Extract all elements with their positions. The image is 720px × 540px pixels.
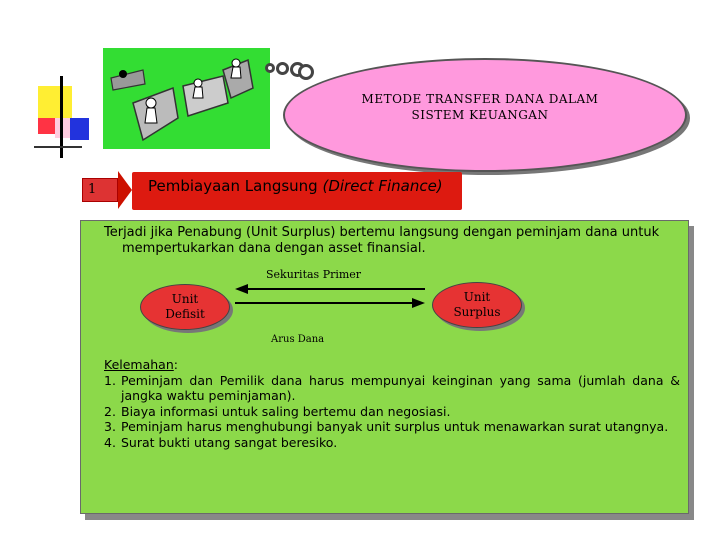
bottom-arrow-label: Arus Dana xyxy=(271,334,325,345)
list-item: 3. Peminjam harus menghubungi banyak unit surplus untuk menawarkan surat utangnya. xyxy=(104,419,669,434)
yellow-square xyxy=(38,86,72,120)
unit-defisit-label: Unit Defisit xyxy=(165,292,205,321)
thought-bubble-dot xyxy=(276,62,289,75)
thought-bubble-dot xyxy=(265,63,275,73)
weaknesses-heading: Kelemahan: xyxy=(104,357,178,372)
unit-surplus-label: Unit Surplus xyxy=(453,290,501,319)
weaknesses-list xyxy=(104,373,680,451)
clipart-bridge-image xyxy=(103,48,270,149)
unit-defisit-oval xyxy=(140,284,230,330)
intro-text: Terjadi jika Penabung (Unit Surplus) bertemu langsung dengan peminjam dana untuk mempertukarkan dana dengan asset finansial. xyxy=(104,225,660,256)
top-arrow-label: Sekuritas Primer xyxy=(266,268,362,281)
list-item: 1. Peminjam dan Pemilik dana harus mempunyai keinginan yang sama (jumlah dana & jangka waktu peminjaman). xyxy=(104,372,680,403)
list-item: 4. Surat bukti utang sangat beresiko. xyxy=(104,434,338,450)
flow-arrows xyxy=(235,283,425,311)
unit-surplus-oval xyxy=(432,282,522,328)
red-square xyxy=(38,118,55,134)
section-number: 1 xyxy=(82,178,118,202)
cloud-title: METODE TRANSFER DANA DALAM SISTEM KEUANGAN xyxy=(361,92,599,122)
thought-bubble-dot xyxy=(298,64,314,80)
list-item: 2. Biaya informasi untuk saling bertemu dan negosiasi. xyxy=(104,403,451,419)
horizontal-rule xyxy=(34,146,82,148)
arrow-to-left-icon xyxy=(235,284,425,294)
section-title: Pembiayaan Langsung (Direct Finance) xyxy=(148,177,443,195)
weaknesses-section xyxy=(104,357,680,450)
arrow-right-icon xyxy=(118,171,132,209)
blue-square xyxy=(70,118,89,140)
arrow-to-right-icon xyxy=(235,298,425,308)
